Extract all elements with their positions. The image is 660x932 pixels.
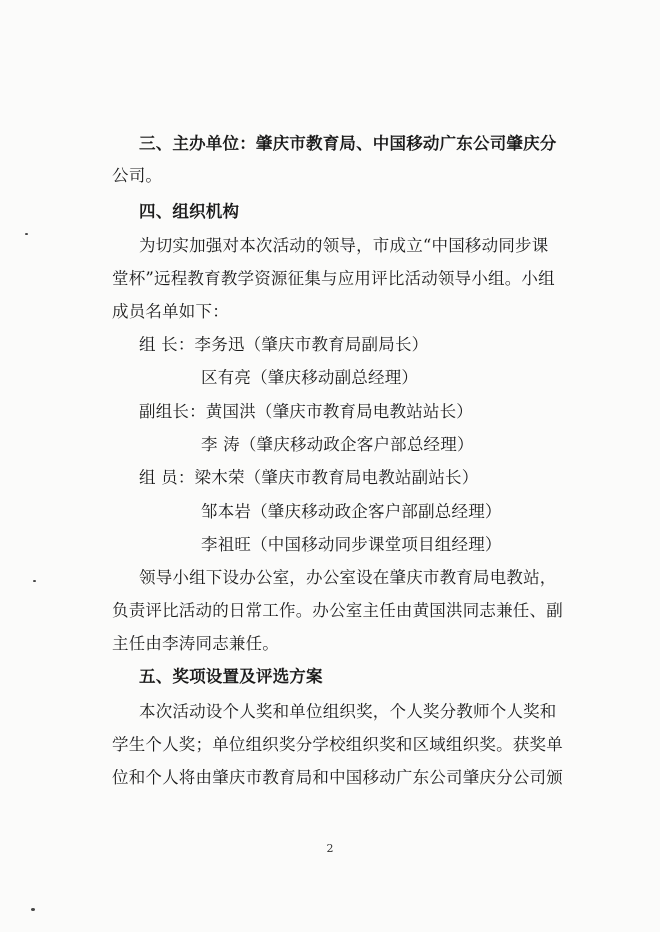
page-number: 2	[326, 842, 334, 855]
paragraph-line: 公司。	[112, 166, 163, 185]
member-line-deputy: 副组长：黄国洪（肇庆市教育局电教站站长）	[139, 402, 473, 421]
member-line: 李祖旺（中国移动同步课堂项目组经理）	[201, 535, 502, 554]
paragraph-line: 负责评比活动的日常工作。办公室主任由黄国洪同志兼任、副	[112, 601, 563, 620]
paragraph-line: 堂杯”远程教育教学资源征集与应用评比活动领导小组。小组	[112, 269, 555, 288]
paragraph-line: 学生个人奖；单位组织奖分学校组织奖和区域组织奖。获奖单	[112, 735, 563, 754]
paragraph-line: 成员名单如下：	[112, 302, 229, 321]
paragraph-line: 为切实加强对本次活动的领导，市成立“中国移动同步课	[139, 236, 549, 255]
scan-speck	[31, 908, 35, 911]
paragraph-line: 本次活动设个人奖和单位组织奖，个人奖分教师个人奖和	[139, 702, 557, 721]
paragraph-line: 位和个人将由肇庆市教育局和中国移动广东公司肇庆分公司颁	[112, 768, 563, 787]
member-line-leader: 组 长：李务迅（肇庆市教育局副局长）	[139, 335, 429, 354]
member-line: 邹本岩（肇庆移动政企客户部副总经理）	[201, 502, 502, 521]
member-line-members: 组 员：梁木荣（肇庆市教育局电教站副站长）	[139, 468, 479, 487]
scan-speck	[25, 233, 28, 235]
paragraph-line: 领导小组下设办公室，办公室设在肇庆市教育局电教站，	[139, 568, 557, 587]
paragraph-line: 主任由李涛同志兼任。	[112, 634, 279, 653]
section-heading-organization: 四、组织机构	[139, 202, 240, 221]
scan-speck	[33, 580, 36, 582]
section-heading-organizer: 三、主办单位：肇庆市教育局、中国移动广东公司肇庆分	[139, 134, 557, 153]
member-line: 区有亮（肇庆移动副总经理）	[201, 368, 419, 387]
section-heading-awards: 五、奖项设置及评选方案	[139, 667, 323, 686]
member-line: 李 涛（肇庆移动政企客户部总经理）	[201, 435, 474, 454]
